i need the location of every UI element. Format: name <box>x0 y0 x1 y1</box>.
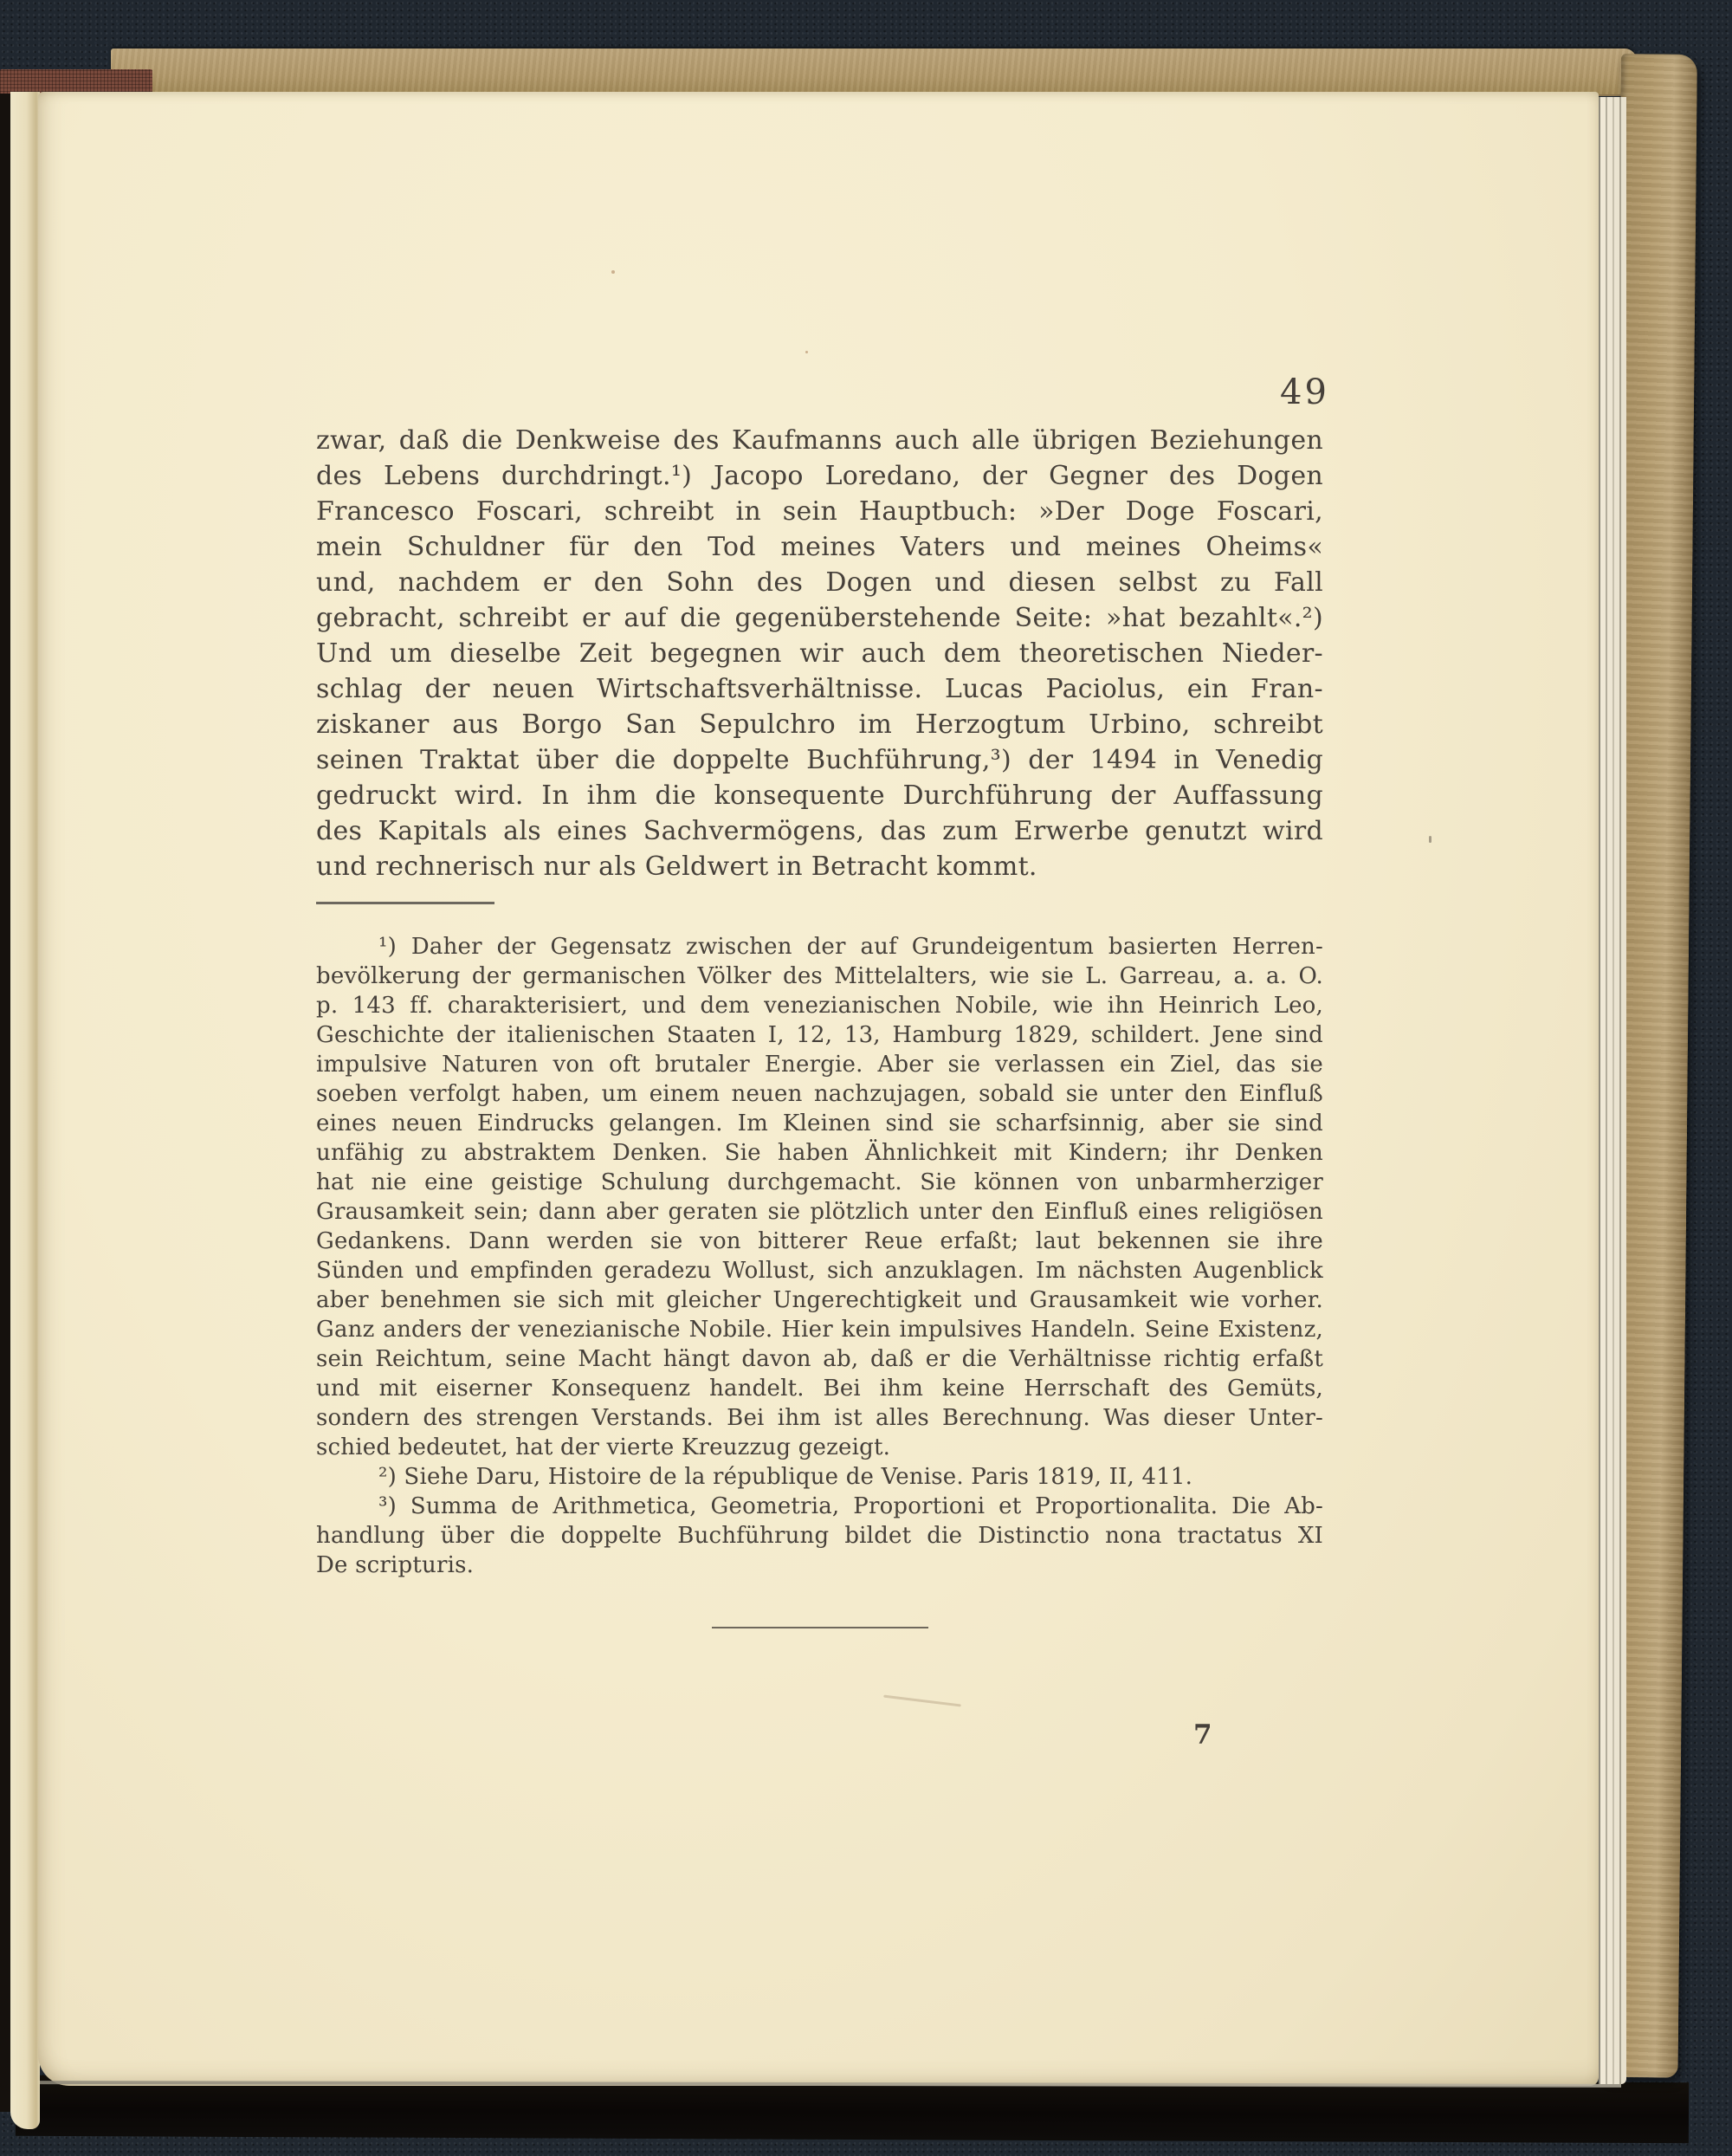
text-line: des Lebens durchdringt.¹) Jacopo Loredano, der Gegner des Dogen <box>316 461 1323 491</box>
text-line: seinen Traktat über die doppelte Buchführung,³) der 1494 in Venedig <box>316 745 1323 775</box>
footnote-line: Geschichte der italienischen Staaten I, 12, 13, Hamburg 1829, schildert. Jene sind <box>316 1022 1323 1048</box>
page-fore-edge <box>1599 97 1626 2084</box>
footnote-line: hat nie eine geistige Schulung durchgemacht. Sie können von unbarmherziger <box>316 1169 1323 1195</box>
footnote-line: und mit eiserner Konsequenz handelt. Bei ihm keine Herrschaft des Gemüts, <box>316 1376 1323 1402</box>
text-line: gebracht, schreibt er auf die gegenüberstehende Seite: »hat bezahlt«.²) <box>316 603 1323 633</box>
footnote-line: Grausamkeit sein; dann aber geraten sie plötzlich unter den Einfluß eines religiösen <box>316 1199 1323 1225</box>
text-line: Und um dieselbe Zeit begegnen wir auch dem theoretischen Nieder- <box>316 638 1323 669</box>
footnote-line: schied bedeutet, hat der vierte Kreuzzug gezeigt. <box>316 1434 891 1460</box>
text-line: ziskaner aus Borgo San Sepulchro im Herzogtum Urbino, schreibt <box>316 709 1323 740</box>
footnote-line: ³) Summa de Arithmetica, Geometria, Proportioni et Proportionalita. Die Ab- <box>378 1493 1323 1519</box>
main-paragraph <box>316 423 1323 884</box>
footnote-line: sondern des strengen Verstands. Bei ihm ist alles Berechnung. Was dieser Unter- <box>316 1405 1323 1431</box>
footnote-line: p. 143 ff. charakterisiert, und dem venezianischen Nobile, wie ihn Heinrich Leo, <box>316 993 1323 1019</box>
footnote-line: Sünden und empfinden geradezu Wollust, sich anzuklagen. Im nächsten Augenblick <box>316 1258 1323 1284</box>
section-end-rule <box>712 1627 928 1628</box>
footnotes-block <box>316 932 1323 1580</box>
text-line: mein Schuldner für den Tod meines Vaters und meines Oheims« <box>316 532 1323 562</box>
footnote-line: Ganz anders der venezianische Nobile. Hier kein impulsives Handeln. Seine Existenz, <box>316 1317 1323 1343</box>
footnote-line: impulsive Naturen von oft brutaler Energie. Aber sie verlassen ein Ziel, das sie <box>316 1052 1323 1078</box>
text-line: des Kapitals als eines Sachvermögens, das zum Erwerbe genutzt wird <box>316 816 1323 846</box>
text-line: Francesco Foscari, schreibt in sein Hauptbuch: »Der Doge Foscari, <box>316 496 1323 527</box>
book-cover-board-top <box>111 49 1637 96</box>
signature-mark: 7 <box>1193 1719 1212 1751</box>
footnote-line: bevölkerung der germanischen Völker des Mittelalters, wie sie L. Garreau, a. a. O. <box>316 963 1323 989</box>
text-line: und, nachdem er den Sohn des Dogen und diesen selbst zu Fall <box>316 567 1323 598</box>
footnote-line: ¹) Daher der Gegensatz zwischen der auf Grundeigentum basierten Herren- <box>378 934 1323 960</box>
left-page-edge-stack <box>10 92 40 2129</box>
paper-speck <box>611 270 615 274</box>
footnote-line: eines neuen Eindrucks gelangen. Im Kleinen sind sie scharfsinnig, aber sie sind <box>316 1110 1323 1136</box>
text-line: zwar, daß die Denkweise des Kaufmanns auch alle übrigen Beziehungen <box>316 425 1323 456</box>
footnote-line: aber benehmen sie sich mit gleicher Ungerechtigkeit und Grausamkeit wie vorher. <box>316 1287 1323 1313</box>
footnote-line: De scripturis. <box>316 1552 475 1578</box>
footnote-line: sein Reichtum, seine Macht hängt davon ab, daß er die Verhältnisse richtig erfaßt <box>316 1346 1323 1372</box>
footnote-line: ²) Siehe Daru, Histoire de la république de Venise. Paris 1819, II, 411. <box>378 1464 1193 1490</box>
footnote-separator-rule <box>316 902 494 904</box>
text-line: schlag der neuen Wirtschaftsverhältnisse. Lucas Paciolus, ein Fran- <box>316 674 1323 704</box>
footnote-line: handlung über die doppelte Buchführung bildet die Distinctio nona tractatus XI <box>316 1523 1323 1549</box>
text-line: gedruckt wird. In ihm die konsequente Durchführung der Auffassung <box>316 780 1323 811</box>
footnote-line: soeben verfolgt haben, um einem neuen nachzujagen, sobald sie unter den Einfluß <box>316 1081 1323 1107</box>
paper-speck <box>805 351 808 353</box>
paper-speck <box>1429 836 1431 843</box>
text-line: und rechnerisch nur als Geldwert in Betracht kommt. <box>316 851 1037 882</box>
footnote-line: Gedankens. Dann werden sie von bitterer Reue erfaßt; laut bekennen sie ihre <box>316 1228 1323 1254</box>
page-number: 49 <box>1280 372 1329 412</box>
footnote-line: unfähig zu abstraktem Denken. Sie haben Ähnlichkeit mit Kindern; ihr Denken <box>316 1140 1323 1166</box>
